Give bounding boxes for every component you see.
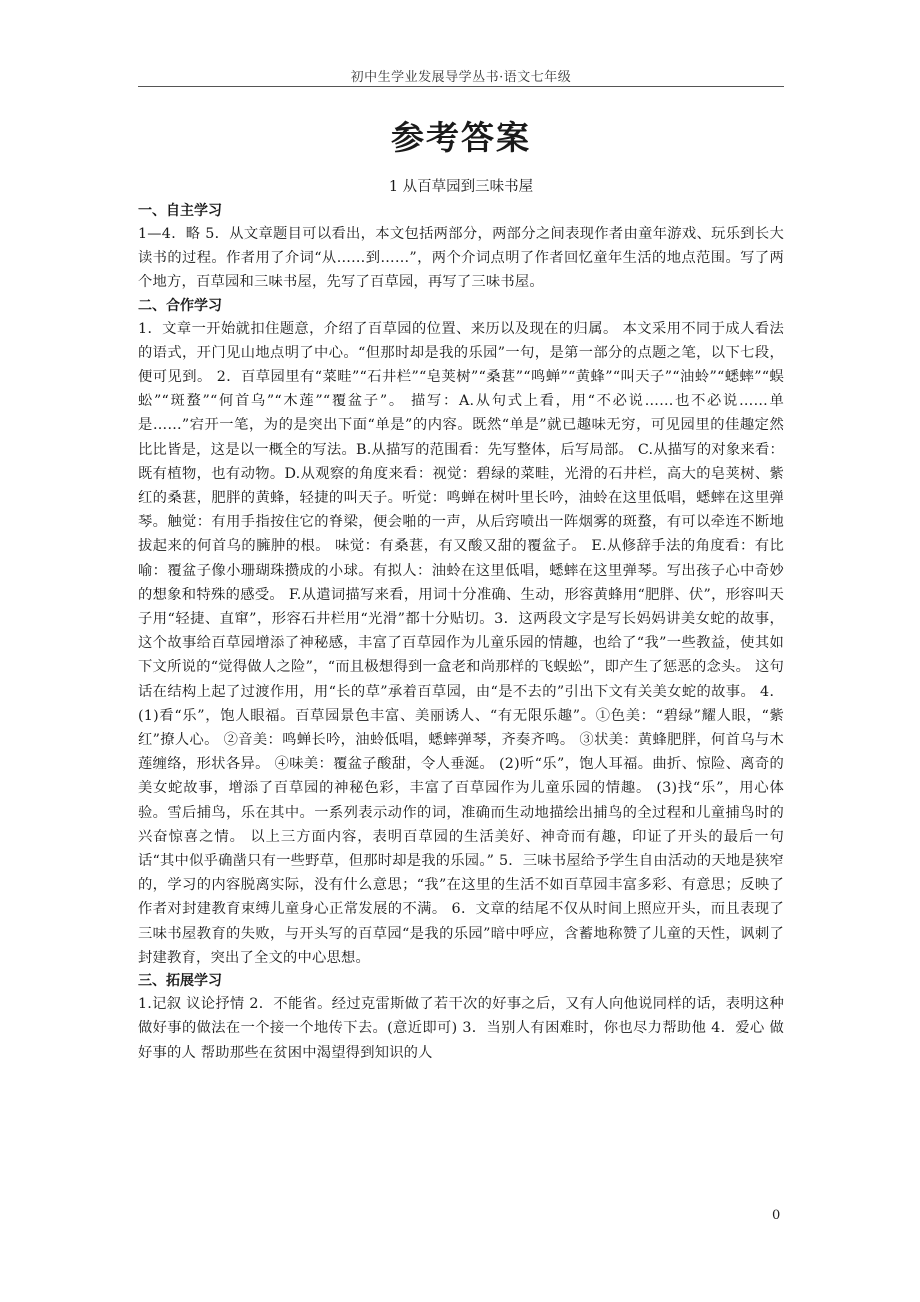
section-heading-self-study: 一、自主学习 [138,203,222,219]
section-text-self-study: 1—4．略 5．从文章题目可以看出，本文包括两部分，两部分之间表现作者由童年游戏、玩乐到长大读书的过程。作者用了介词“从……到……”，两个介词点明了作者回忆童年生活的地点范围。写了两个地方，百草园和三味书屋，先写了百草园，再写了三味书屋。 [138,226,784,291]
running-header: 初中生学业发展导学丛书·语文七年级 [350,70,572,85]
section-heading-cooperative-study: 二、合作学习 [138,297,222,314]
section-text-extended-study: 1.记叙 议论抒情 2．不能省。经过克雷斯做了若干次的好事之后，又有人向他说同样的话，表明这种做好事的做法在一个接一个地传下去。(意近即可) 3．当别人有困难时，你也尽力帮助他 4．爱心 做好事的人 帮助那些在贫困中渴望得到知识的人 [138,996,784,1061]
header-divider [138,86,784,87]
section-heading-extended-study: 三、拓展学习 [138,973,222,990]
section-text-cooperative-study: 1．文章一开始就扣住题意，介绍了百草园的位置、来历以及现在的归属。 本文采用不同于成人看法的语式，开门见山地点明了中心。“但那时却是我的乐园”一句，是第一部分的点题之笔，以下七段，便可见到。 2．百草园里有“菜畦”“石井栏”“皂荚树”“桑葚”“鸣蝉”“黄蜂”“叫天子”“油蛉”“蟋蟀”“蜈蚣”“斑蝥”“何首乌”“木莲”“覆盆子”。 描写：A.从句式上看，用“不必说……也不必说……单是……”宕开一笔，为的是突出下面“单是”的内容。既然“单是”就已趣味无穷，可见园里的佳趣定然比比皆是，这是以一概全的写法。B.从描写的范围看：先写整体，后写局部。 C.从描写的对象来看：既有植物，也有动物。D.从观察的角度来看：视觉：碧绿的菜畦，光滑的石井栏，高大的皂荚树、紫红的桑葚，肥胖的黄蜂，轻捷的叫天子。听觉：鸣蝉在树叶里长吟，油蛉在这里低唱，蟋蟀在这里弹琴。触觉：有用手指按住它的脊梁，便会啪的一声，从后窍喷出一阵烟雾的斑蝥，有可以牵连不断地拔起来的何首乌的臃肿的根。 味觉：有桑葚，有又酸又甜的覆盆子。 E.从修辞手法的角度看：有比喻：覆盆子像小珊瑚珠攒成的小球。有拟人：油蛉在这里低唱，蟋蟀在这里弹琴。写出孩子心中奇妙的想象和特殊的感受。 F.从遣词描写来看，用词十分准确、生动，形容黄蜂用“肥胖、伏”，形容叫天子用“轻捷、直窜”，形容石井栏用“光滑”都十分贴切。3．这两段文字是写长妈妈讲美女蛇的故事，这个故事给百草园增添了神秘感，丰富了百草园作为儿童乐园的情趣，也给了“我”一些教益，使其如下文所说的“觉得做人之险”，“而且极想得到一盒老和尚那样的飞蜈蚣”，即产生了惩恶的念头。 这句话在结构上起了过渡作用，用“长的草”承着百草园，由“是不去的”引出下文有关美女蛇的故事。 4．(1)看“乐”，饱人眼福。百草园景色丰富、美丽诱人、“有无限乐趣”。①色美：“碧绿”耀人眼，“紫红”撩人心。 ②音美：鸣蝉长吟，油蛉低唱，蟋蟀弹琴，齐奏齐鸣。 ③状美：黄蜂肥胖，何首乌与木莲缠络，形状各异。 ④味美：覆盆子酸甜，令人垂涎。 (2)听“乐”，饱人耳福。曲折、惊险、离奇的美女蛇故事，增添了百草园的神秘色彩，丰富了百草园作为儿童乐园的情趣。 (3)找“乐”，用心体验。雪后捕鸟，乐在其中。一系列表示动作的词，准确而生动地描绘出捕鸟的全过程和儿童捕鸟时的兴奋惊喜之情。 以上三方面内容，表明百草园的生活美好、神奇而有趣，印证了开头的最后一句话“其中似乎确凿只有一些野草，但那时却是我的乐园。” 5．三味书屋给予学生自由活动的天地是狭窄的，学习的内容脱离实际，没有什么意思；“我”在这里的生活不如百草园丰富多彩、有意思；反映了作者对封建教育束缚儿童身心正常发展的不满。 6．文章的结尾不仅从时间上照应开头，而且表现了三味书屋教育的失败，与开头写的百草园“是我的乐园”暗中呼应，含蓄地称赞了儿童的天性，讽刺了封建教育，突出了全文的中心思想。 [138,320,784,966]
chapter-title: 1 从百草园到三味书屋 [388,179,534,195]
page-title: 参考答案 [391,118,531,157]
page-number: 0 [772,1208,781,1223]
answer-content [138,176,784,1065]
